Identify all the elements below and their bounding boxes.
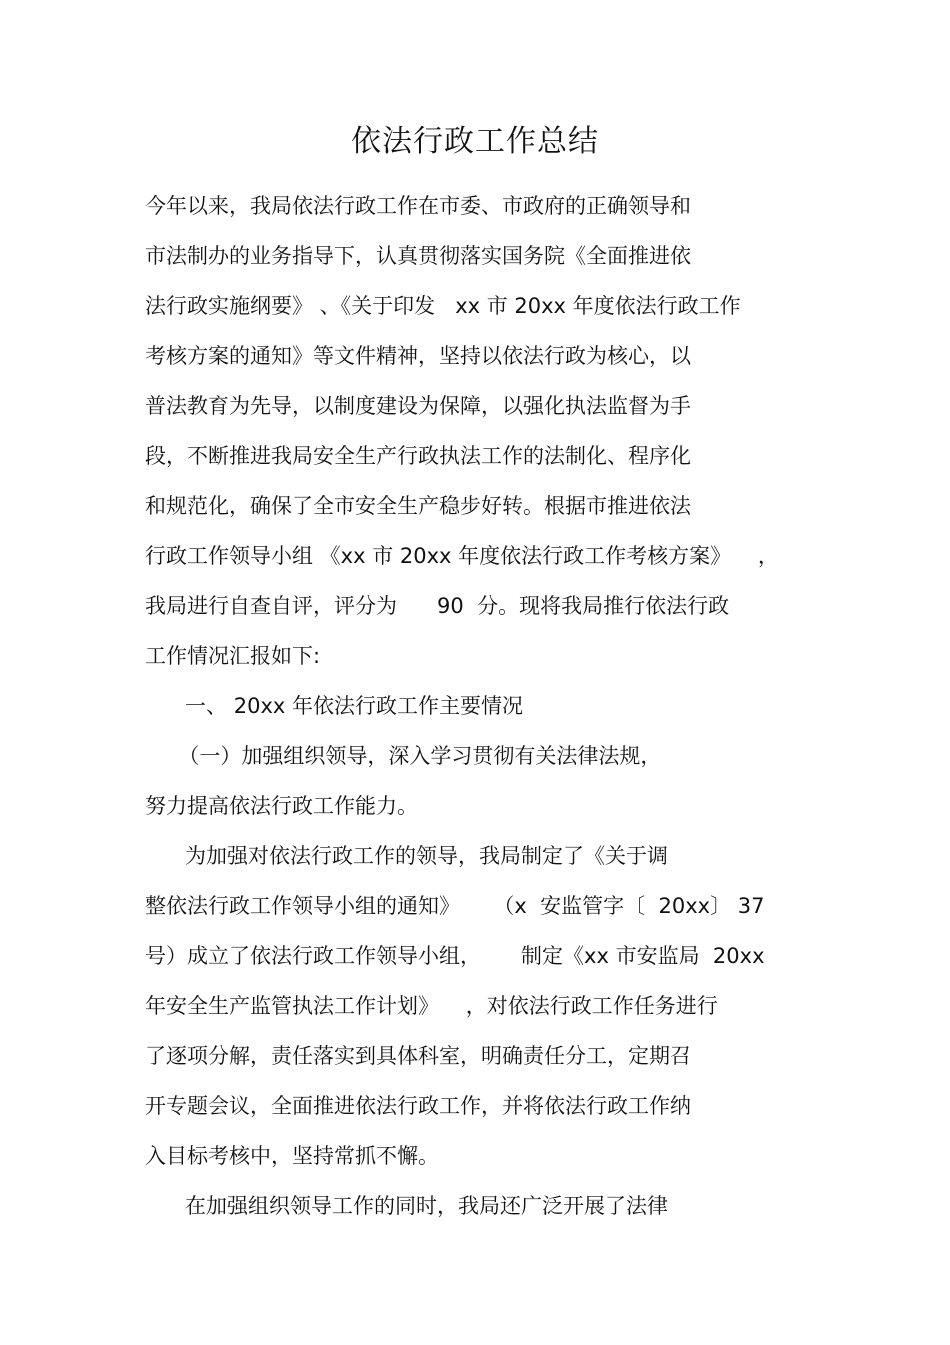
body-line: 在加强组织领导工作的同时，我局还广泛开展了法律	[145, 1194, 669, 1218]
body-line: 为加强对依法行政工作的领导，我局制定了《关于调	[145, 844, 669, 868]
body-line: 入目标考核中，坚持常抓不懈。	[145, 1144, 439, 1168]
body-line: 了逐项分解，责任落实到具体科室，明确责任分工，定期召	[145, 1044, 691, 1068]
body-line: 开专题会议，全面推进依法行政工作，并将依法行政工作纳	[145, 1094, 691, 1118]
body-line: 整依法行政工作领导小组的通知》 （x 安监管字〔 20xx〕 37	[145, 894, 765, 918]
body-line: 段，不断推进我局安全生产行政执法工作的法制化、程序化	[145, 444, 691, 468]
body-line: 工作情况汇报如下:	[145, 644, 321, 668]
body-line: 行政工作领导小组 《xx 市 20xx 年度依法行政工作考核方案》 ，	[145, 544, 779, 568]
body-line: 普法教育为先导，以制度建设为保障，以强化执法监督为手	[145, 394, 691, 418]
body-line: 考核方案的通知》等文件精神，坚持以依法行政为核心，以	[145, 344, 691, 368]
body-line: 我局进行自查自评，评分为 90 分。现将我局推行依法行政	[145, 594, 730, 618]
body-line: 号）成立了依法行政工作领导小组， 制定《xx 市安监局 20xx	[145, 944, 765, 968]
document-title: 依法行政工作总结	[351, 124, 599, 159]
body-line: 市法制办的业务指导下，认真贯彻落实国务院《全面推进依	[145, 244, 691, 268]
section-heading: 一、 20xx 年依法行政工作主要情况	[145, 694, 523, 718]
body-line: 法行政实施纲要》 、《关于印发 xx 市 20xx 年度依法行政工作	[145, 294, 741, 318]
body-line: 努力提高依法行政工作能力。	[145, 794, 418, 818]
body-line: 年安全生产监管执法工作计划》 ，对依法行政工作任务进行	[145, 994, 718, 1018]
body-line: 今年以来，我局依法行政工作在市委、市政府的正确领导和	[145, 194, 691, 218]
body-line: 和规范化，确保了全市安全生产稳步好转。根据市推进依法	[145, 494, 691, 518]
subsection-heading: （一）加强组织领导，深入学习贯彻有关法律法规，	[145, 744, 662, 768]
